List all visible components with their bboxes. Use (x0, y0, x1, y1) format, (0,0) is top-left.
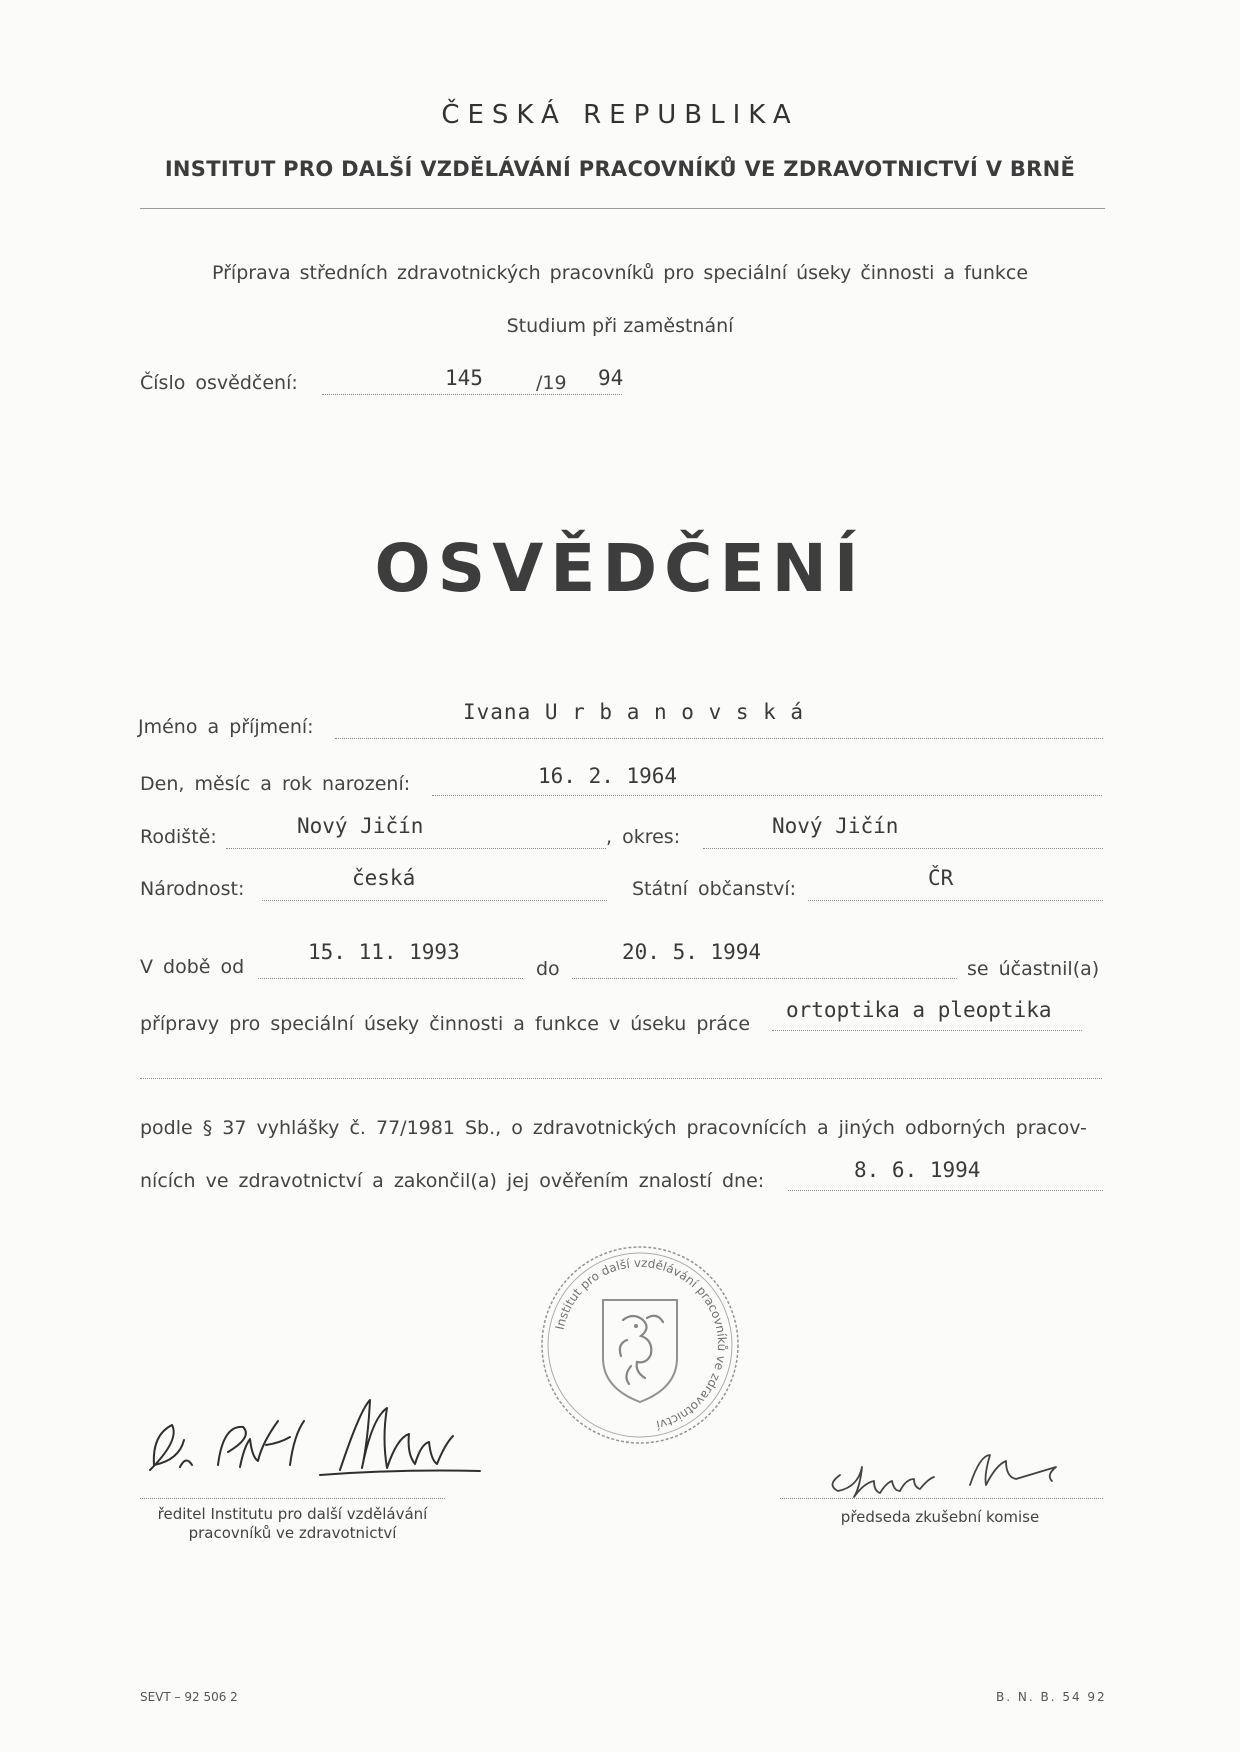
certificate-number-value: 145 (445, 366, 483, 390)
certificate-year-prefix: /19 (536, 372, 567, 394)
chair-signature-line (780, 1498, 1103, 1499)
citizenship-dotted-line (808, 900, 1103, 901)
footer-print-code: B. N. B. 54 92 (996, 1690, 1107, 1704)
period-to-value: 20. 5. 1994 (622, 940, 762, 964)
preparation-dotted-line (772, 1030, 1082, 1031)
birth-date-value: 16. 2. 1964 (538, 764, 678, 788)
legal-text-line-2: nících ve zdravotnictví a zakončil(a) jej ověřením znalostí dne: (140, 1170, 765, 1192)
exam-date-value: 8. 6. 1994 (854, 1158, 981, 1182)
course-description: Příprava středních zdravotnických pracovníků pro speciální úseky činnosti a funkce (211, 262, 1029, 284)
birthplace-dotted-line (226, 848, 606, 849)
district-value: Nový Jičín (772, 814, 899, 838)
study-mode: Studium při zaměstnání (506, 315, 734, 337)
name-dotted-line (335, 738, 1103, 739)
citizenship-value: ČR (928, 866, 954, 890)
institute-heading: INSTITUT PRO DALŠÍ VZDĚLÁVÁNÍ PRACOVNÍKŮ VE ZDRAVOTNICTVÍ V BRNĚ (164, 157, 1076, 181)
empty-dotted-line (140, 1078, 1102, 1079)
director-signature-line (140, 1498, 445, 1499)
footer-form-code: SEVT – 92 506 2 (140, 1690, 238, 1704)
period-to-label: do (536, 958, 560, 980)
birthplace-value: Nový Jičín (297, 814, 424, 838)
director-role (130, 1505, 455, 1543)
chair-signature (820, 1445, 1100, 1505)
nationality-dotted-line (262, 900, 607, 901)
official-seal (535, 1240, 745, 1450)
preparation-label: přípravy pro speciální úseky činnosti a funkce v úseku práce (140, 1013, 751, 1035)
nationality-label: Národnost: (140, 878, 245, 900)
certificate-number-dotted-line (322, 394, 622, 395)
director-role-line-1: ředitel Institutu pro další vzdělávání (157, 1505, 428, 1523)
birth-date-label: Den, měsíc a rok narození: (140, 773, 411, 795)
period-from-label: V době od (140, 956, 245, 978)
chair-role: předseda zkušební komise (840, 1508, 1040, 1526)
period-from-value: 15. 11. 1993 (308, 940, 460, 964)
period-to-dotted-line (572, 978, 957, 979)
lion-emblem-icon (603, 1300, 677, 1402)
document-title: OSVĚDČENÍ (374, 530, 866, 607)
seal-text: Institut pro další vzdělávání pracovníků ve zdravotnictví (552, 1255, 730, 1433)
exam-date-dotted-line (788, 1190, 1103, 1191)
certificate-number-label: Číslo osvědčení: (140, 372, 298, 394)
director-role-line-2: pracovníků ve zdravotnictví (188, 1524, 397, 1542)
director-signature (140, 1395, 490, 1495)
birthplace-label: Rodiště: (140, 826, 217, 848)
district-dotted-line (703, 848, 1103, 849)
preparation-value: ortoptika a pleoptika (786, 998, 1052, 1022)
participated-label: se účastnil(a) (967, 958, 1100, 980)
birth-date-dotted-line (432, 795, 1102, 796)
certificate-year-suffix: 94 (598, 366, 624, 390)
period-from-dotted-line (258, 978, 523, 979)
district-label: , okres: (606, 826, 681, 848)
name-value: Ivana U r b a n o v s k á (463, 700, 805, 724)
nationality-value: česká (352, 866, 416, 890)
country-heading: ČESKÁ REPUBLIKA (441, 100, 799, 130)
name-label: Jméno a příjmení: (138, 716, 314, 738)
legal-text-line-1: podle § 37 vyhlášky č. 77/1981 Sb., o zdravotnických pracovnících a jiných odborných pracov- (140, 1117, 1087, 1139)
citizenship-label: Státní občanství: (632, 878, 797, 900)
header-divider (140, 208, 1105, 209)
